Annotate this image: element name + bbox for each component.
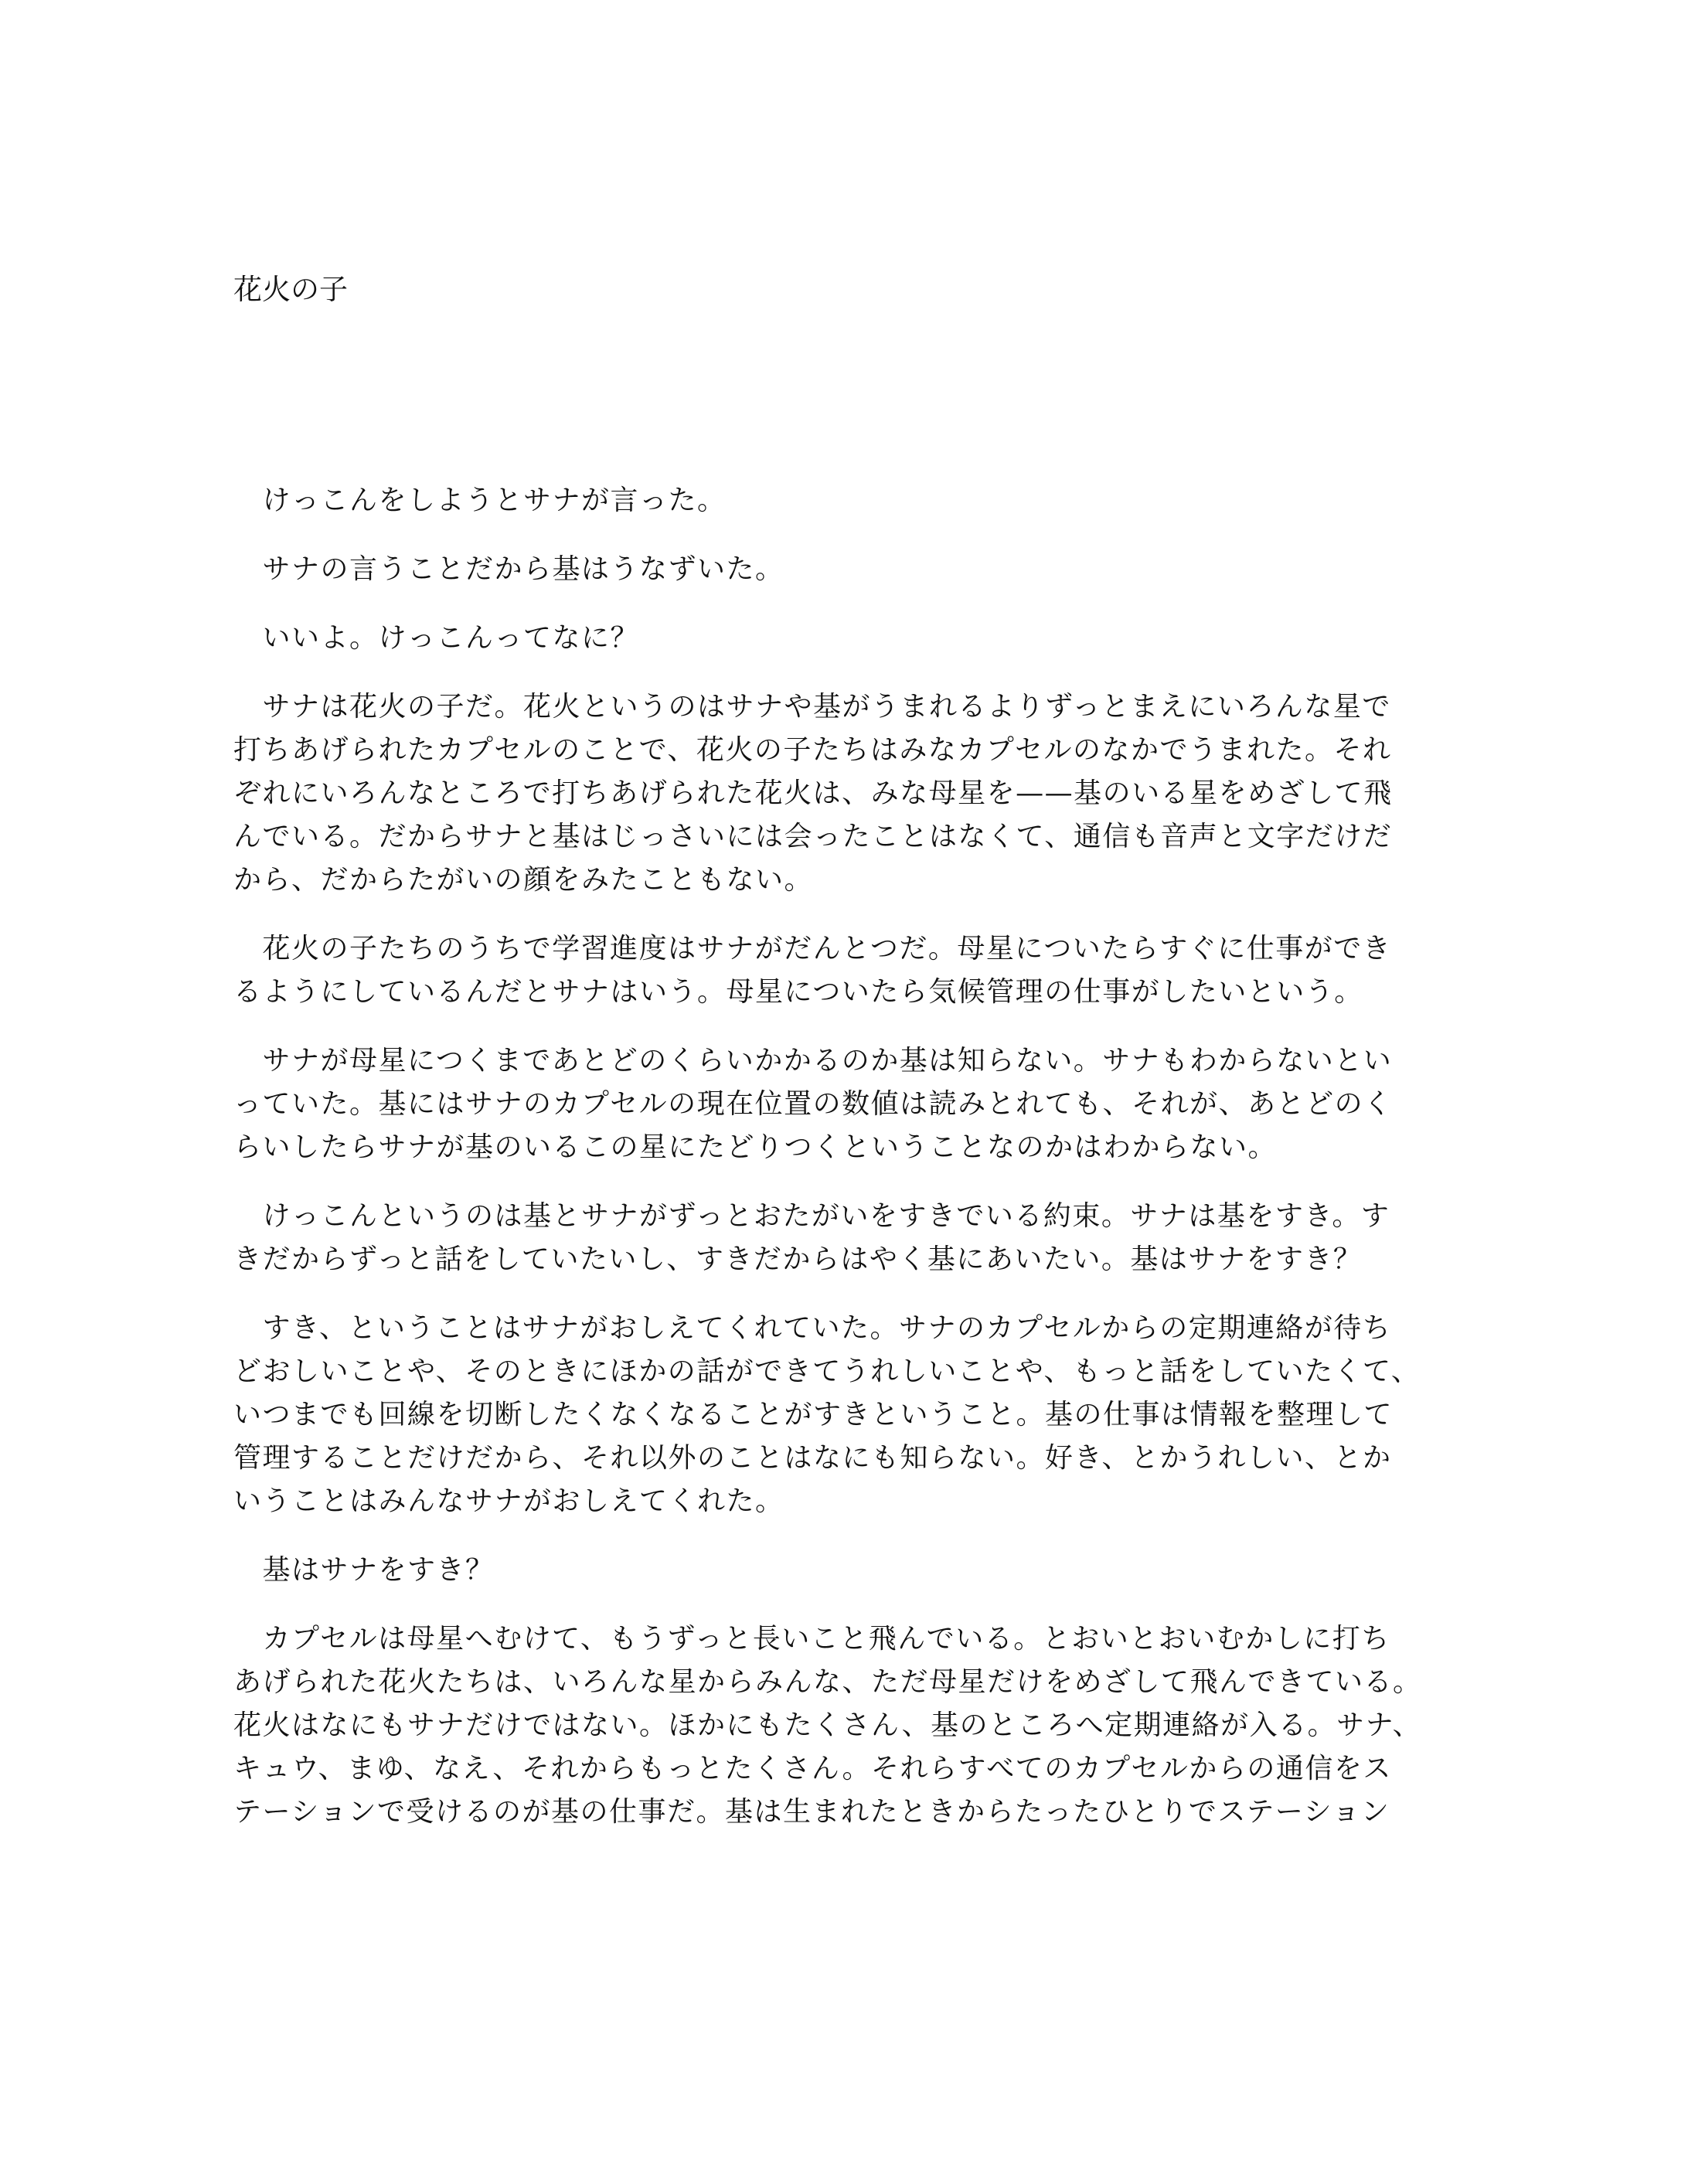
paragraph	[233, 1039, 1470, 1169]
paragraph	[233, 1618, 1470, 1834]
document-body	[233, 479, 1470, 1859]
text-line: 花火はなにもサナだけではない。ほかにもたくさん、基のところへ定期連絡が入る。サナ、	[233, 1709, 1422, 1741]
paragraph	[233, 1549, 1470, 1592]
text-line: から、だからたがいの顔をみたこともない。	[233, 864, 814, 896]
text-line: いいよ。けっこんってなに？	[233, 622, 640, 654]
text-line: すき、ということはサナがおしえてくれていた。サナのカプセルからの定期連絡が待ち	[233, 1312, 1392, 1344]
text-line: テーションで受けるのが基の仕事だ。基は生まれたときからたったひとりでステーション	[233, 1796, 1390, 1828]
paragraph	[233, 1307, 1470, 1523]
text-line: サナは花火の子だ。花火というのはサナや基がうまれるよりずっとまえにいろんな星で	[233, 691, 1391, 723]
text-line: 管理することだけだから、それ以外のことはなにも知らない。好き、とかうれしい、とか	[233, 1442, 1392, 1474]
text-line: いつまでも回線を切断したくなくなることがすきということ。基の仕事は情報を整理して	[233, 1399, 1394, 1430]
text-line: 打ちあげられたカプセルのことで、花火の子たちはみなカプセルのなかでうまれた。それ	[233, 734, 1392, 766]
text-line: 基はサナをすき？	[233, 1554, 495, 1586]
text-line: ぞれにいろんなところで打ちあげられた花火は、みな母星を——基のいる星をめざして飛	[233, 777, 1393, 809]
text-line: あげられた花火たちは、いろんな星からみんな、ただ母星だけをめざして飛んできている。	[233, 1666, 1422, 1698]
paragraph	[233, 617, 1470, 660]
text-line: けっこんをしようとサナが言った。	[233, 485, 727, 516]
text-line: キュウ、まゆ、なえ、それからもっとたくさん。それらすべてのカプセルからの通信をス	[233, 1753, 1392, 1784]
paragraph	[233, 685, 1470, 902]
paragraph	[233, 1195, 1470, 1281]
text-line: らいしたらサナが基のいるこの星にたどりつくということなのかはわからない。	[233, 1131, 1278, 1163]
text-line: っていた。基にはサナのカプセルの現在位置の数値は読みとれても、それが、あとどのく	[233, 1088, 1393, 1120]
paragraph	[233, 548, 1470, 591]
text-line: サナの言うことだから基はうなずいた。	[233, 553, 784, 585]
text-line: るようにしているんだとサナはいう。母星についたら気候管理の仕事がしたいという。	[233, 976, 1363, 1008]
text-line: サナが母星につくまであとどのくらいかかるのか基は知らない。サナもわからないとい	[233, 1045, 1393, 1077]
text-line: んでいる。だからサナと基はじっさいには会ったことはなくて、通信も音声と文字だけだ	[233, 821, 1393, 852]
paragraph	[233, 479, 1470, 522]
text-line: どおしいことや、そのときにほかの話ができてうれしいことや、もっと話をしていたくて、	[233, 1356, 1421, 1387]
text-line: 花火の子たちのうちで学習進度はサナがだんとつだ。母星についたらすぐに仕事ができ	[233, 933, 1392, 964]
text-line: けっこんというのは基とサナがずっとおたがいをすきでいる約束。サナは基をすき。す	[233, 1200, 1390, 1232]
text-line: いうことはみんなサナがおしえてくれた。	[233, 1485, 784, 1517]
text-line: きだからずっと話をしていたいし、すきだからはやく基にあいたい。基はサナをすき？	[233, 1243, 1363, 1275]
paragraph	[233, 927, 1470, 1014]
document-title: 花火の子	[233, 273, 348, 306]
text-line: カプセルは母星へむけて、もうずっと長いこと飛んでいる。とおいとおいむかしに打ち	[233, 1623, 1390, 1655]
